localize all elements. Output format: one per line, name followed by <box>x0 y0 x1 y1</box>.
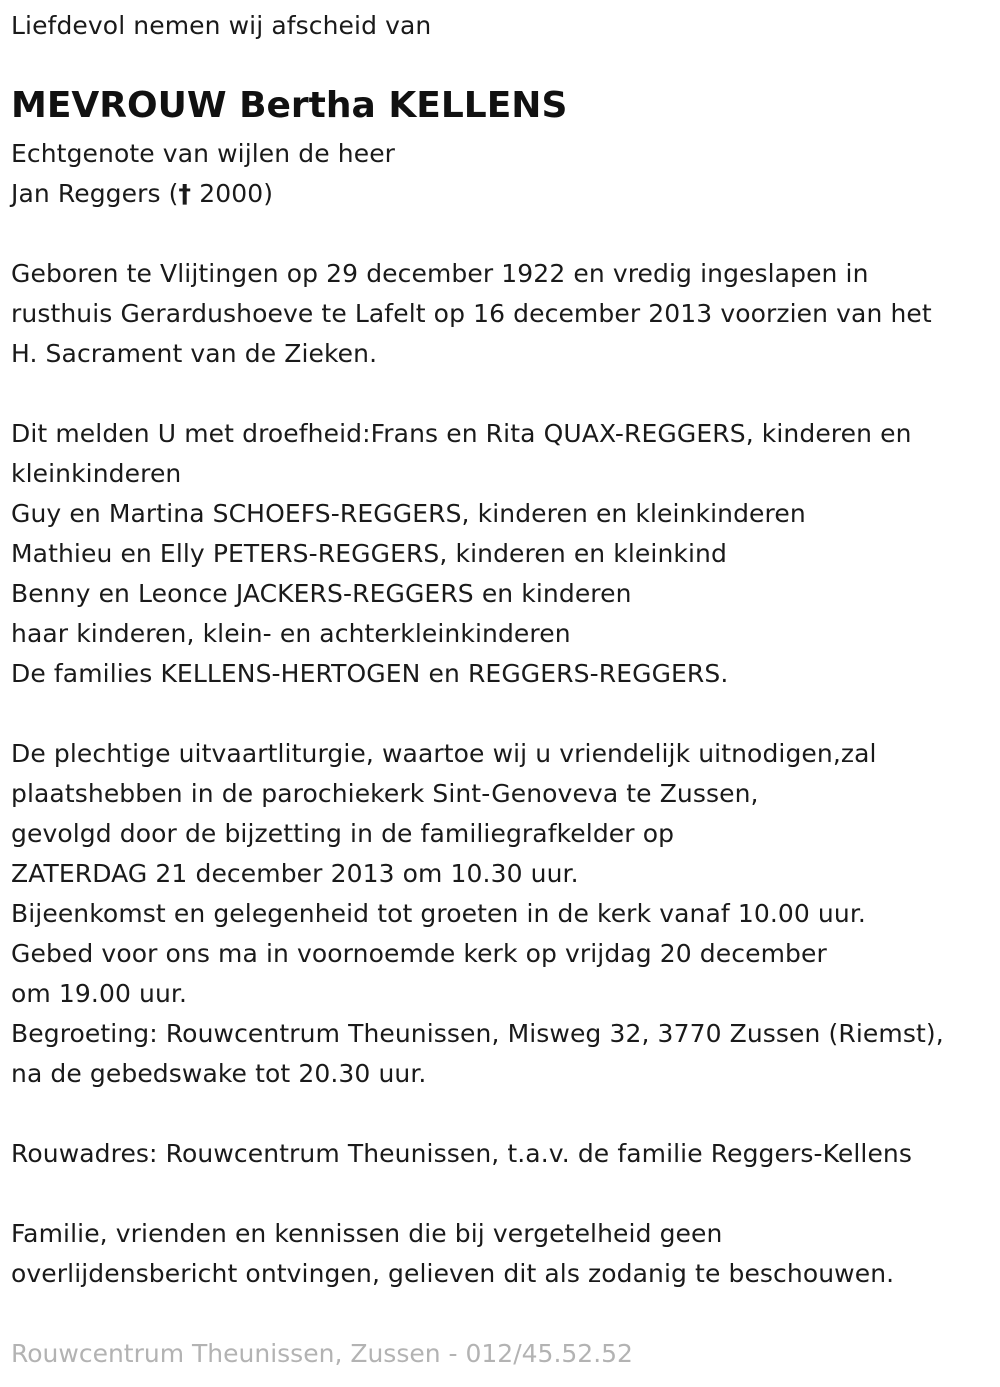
notice-line: Familie, vrienden en kennissen die bij vergetelheid geen <box>11 1219 723 1248</box>
notice-line: overlijdensbericht ontvingen, gelieven dit als zodanig te beschouwen. <box>11 1259 895 1288</box>
service-line: Gebed voor ons ma in voornoemde kerk op vrijdag 20 december <box>11 939 827 968</box>
service-line: na de gebedswake tot 20.30 uur. <box>11 1059 427 1088</box>
birth-death-block <box>11 254 932 374</box>
family-line: De families KELLENS-HERTOGEN en REGGERS-REGGERS. <box>11 659 729 688</box>
birth-death-line: H. Sacrament van de Zieken. <box>11 339 378 368</box>
mourning-address: Rouwadres: Rouwcentrum Theunissen, t.a.v. de familie Reggers-Kellens <box>11 1139 913 1168</box>
spouse-name-line <box>11 174 395 214</box>
spouse-death-year: 2000) <box>191 179 274 208</box>
family-line: Guy en Martina SCHOEFS-REGGERS, kinderen en kleinkinderen <box>11 499 806 528</box>
service-line: gevolgd door de bijzetting in de familiegrafkelder op <box>11 819 675 848</box>
intro-text: Liefdevol nemen wij afscheid van <box>11 11 432 40</box>
service-line: Bijeenkomst en gelegenheid tot groeten in de kerk vanaf 10.00 uur. <box>11 899 866 928</box>
spouse-name: Jan Reggers ( <box>11 179 179 208</box>
birth-death-line: rusthuis Gerardushoeve te Lafelt op 16 december 2013 voorzien van het <box>11 299 932 328</box>
family-line: Benny en Leonce JACKERS-REGGERS en kinderen <box>11 579 632 608</box>
cross-icon: † <box>178 179 192 208</box>
notice-block <box>11 1214 894 1294</box>
service-block <box>11 734 944 1094</box>
family-line: Mathieu en Elly PETERS-REGGERS, kinderen en kleinkind <box>11 539 727 568</box>
service-line: om 19.00 uur. <box>11 979 188 1008</box>
birth-death-line: Geboren te Vlijtingen op 29 december 1922 en vredig ingeslapen in <box>11 259 869 288</box>
family-block <box>11 414 912 694</box>
family-line: kleinkinderen <box>11 459 182 488</box>
deceased-name: MEVROUW Bertha KELLENS <box>11 85 568 126</box>
funeral-home-footer: Rouwcentrum Theunissen, Zussen - 012/45.52.52 <box>11 1339 633 1368</box>
spouse-line: Echtgenote van wijlen de heer <box>11 139 396 168</box>
service-line: De plechtige uitvaartliturgie, waartoe wij u vriendelijk uitnodigen,zal <box>11 739 877 768</box>
service-line: plaatshebben in de parochiekerk Sint-Genoveva te Zussen, <box>11 779 759 808</box>
service-line: ZATERDAG 21 december 2013 om 10.30 uur. <box>11 859 579 888</box>
family-line: Dit melden U met droefheid:Frans en Rita QUAX-REGGERS, kinderen en <box>11 419 912 448</box>
family-line: haar kinderen, klein- en achterkleinkinderen <box>11 619 571 648</box>
service-line: Begroeting: Rouwcentrum Theunissen, Misweg 32, 3770 Zussen (Riemst), <box>11 1019 944 1048</box>
mourning-address-block <box>11 1134 912 1174</box>
spouse-block <box>11 134 395 214</box>
